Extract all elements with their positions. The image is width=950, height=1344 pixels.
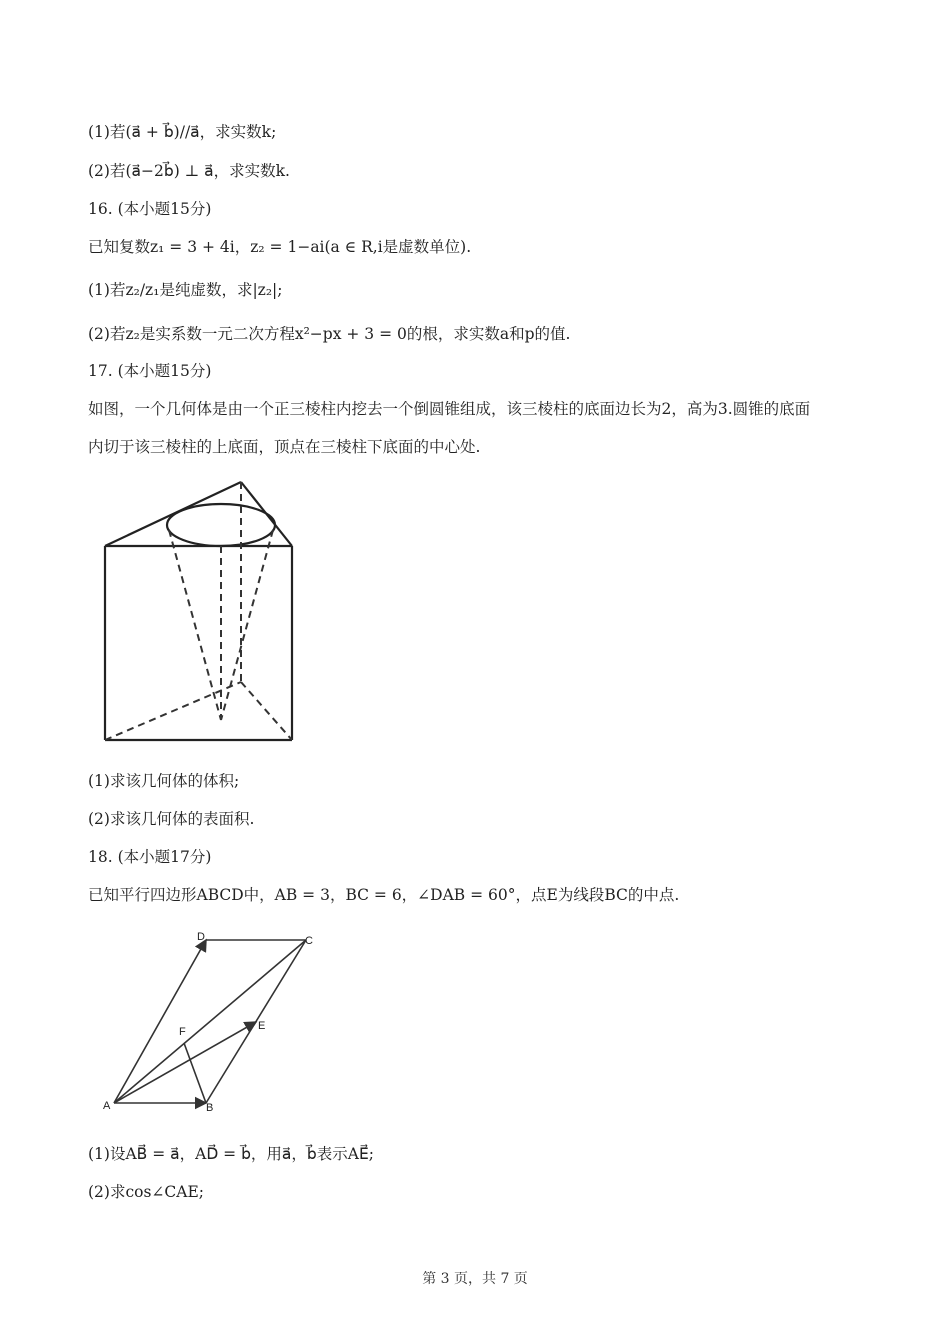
q16-stem: 已知复数z₁ = 3 + 4i，z₂ = 1−ai(a ∈ R,i是虚数单位). xyxy=(88,238,472,256)
q16-part1: (1)若z₂/z₁是纯虚数，求|z₂|; xyxy=(88,281,283,299)
label-C: C xyxy=(305,935,313,947)
segment-BC xyxy=(206,940,306,1103)
page-footer: 第 3 页，共 7 页 xyxy=(422,1271,528,1287)
cone-slant-right xyxy=(221,530,273,720)
q18-stem: 已知平行四边形ABCD中，AB = 3，BC = 6，∠DAB = 60°，点E为线段BC的中点. xyxy=(88,886,680,904)
q18-part1: (1)设AB⃗ = a⃗，AD⃗ = b⃗，用a⃗，b⃗表示AE⃗; xyxy=(88,1145,374,1163)
label-E: E xyxy=(258,1020,266,1032)
segment-AC xyxy=(114,940,306,1103)
q15-part1: (1)若(a⃗ + b⃗)//a⃗，求实数k; xyxy=(88,123,277,141)
label-D: D xyxy=(197,931,205,943)
segment-AD xyxy=(114,940,206,1103)
q16-heading: 16. (本小题15分) xyxy=(88,200,212,218)
q16-part2: (2)若z₂是实系数一元二次方程x²−px + 3 = 0的根，求实数a和p的值. xyxy=(88,325,571,343)
q17-part2: (2)求该几何体的表面积. xyxy=(88,810,255,828)
q18-heading: 18. (本小题17分) xyxy=(88,848,212,866)
parallelogram-figure xyxy=(98,925,328,1120)
hidden-bottom-right xyxy=(241,682,292,740)
q17-stem-line2: 内切于该三棱柱的上底面，顶点在三棱柱下底面的中心处. xyxy=(88,438,481,456)
q18-part2: (2)求cos∠CAE; xyxy=(88,1183,205,1201)
q17-heading: 17. (本小题15分) xyxy=(88,362,212,380)
q17-stem-line1: 如图，一个几何体是由一个正三棱柱内挖去一个倒圆锥组成，该三棱柱的底面边长为2，高为3.圆锥的底面 xyxy=(88,400,811,418)
cone-base-circle xyxy=(167,504,275,546)
label-A: A xyxy=(103,1100,111,1112)
label-F: F xyxy=(179,1026,186,1038)
prism-cone-figure xyxy=(100,475,300,745)
q15-part2: (2)若(a⃗−2b⃗) ⊥ a⃗，求实数k. xyxy=(88,162,290,180)
cone-slant-left xyxy=(169,530,221,720)
label-B: B xyxy=(206,1102,214,1114)
q17-part1: (1)求该几何体的体积; xyxy=(88,772,240,790)
